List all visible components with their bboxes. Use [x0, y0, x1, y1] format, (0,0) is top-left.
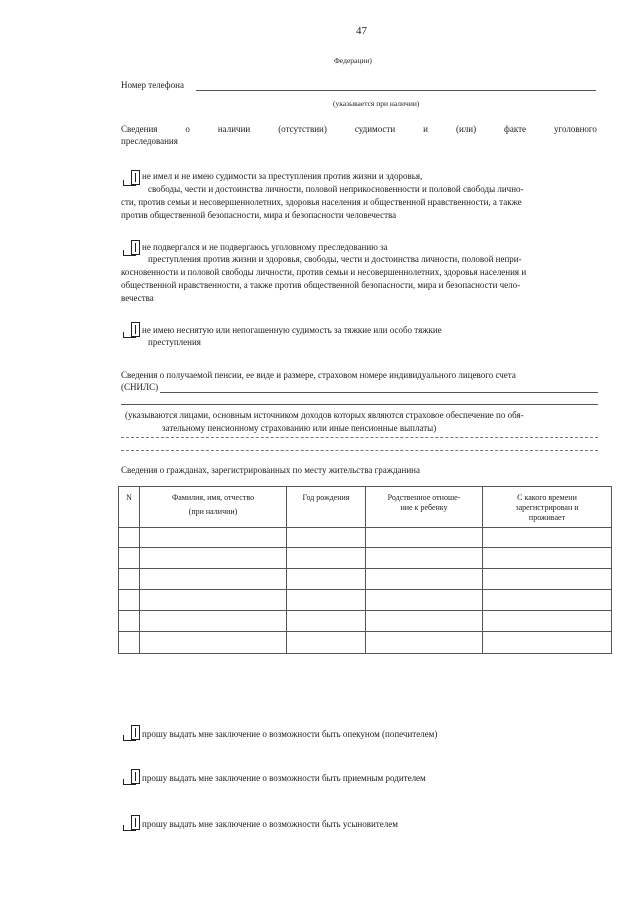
table-row — [119, 590, 612, 611]
table-cell[interactable] — [287, 569, 366, 590]
table-cell[interactable] — [366, 548, 483, 569]
bracket-mark — [123, 735, 136, 741]
residents-heading: Сведения о гражданах, зарегистрированных по месту жительства гражданина — [121, 465, 420, 475]
pension-note-line2: зательному пенсионному страхованию или иные пенсионные выплаты) — [162, 423, 437, 433]
table-cell[interactable] — [140, 632, 287, 654]
column-header-registered-since: С какого времени зарегистрирован и проживает — [483, 487, 612, 528]
pension-input-line-3[interactable] — [121, 437, 598, 438]
table-cell[interactable] — [483, 632, 612, 654]
table-cell[interactable] — [287, 590, 366, 611]
table-cell[interactable] — [366, 528, 483, 548]
request-guardian: прошу выдать мне заключение о возможности быть опекуном (попечителем) — [142, 729, 438, 739]
table-cell[interactable] — [140, 611, 287, 632]
table-cell[interactable] — [119, 548, 140, 569]
phone-note: (указывается при наличии) — [333, 99, 420, 108]
bracket-mark — [123, 825, 136, 831]
table-cell[interactable] — [366, 569, 483, 590]
table-cell[interactable] — [287, 632, 366, 654]
table-cell[interactable] — [366, 632, 483, 654]
pension-snils-label: (СНИЛС) — [121, 382, 159, 392]
conviction-heading: Сведения о наличии (отсутствии) судимости и (или) факте уголовного — [121, 124, 597, 134]
table-cell[interactable] — [483, 590, 612, 611]
option-no-conviction-line3: сти, против семьи и несовершеннолетних, здоровья населения и общественной нравственности, а также — [121, 197, 522, 207]
table-cell[interactable] — [366, 611, 483, 632]
table-cell[interactable] — [366, 590, 483, 611]
phone-input-line[interactable] — [196, 90, 596, 91]
page-number: 47 — [356, 25, 367, 37]
option-no-prosecution-line1: не подвергался и не подвергаюсь уголовному преследованию за — [142, 242, 388, 252]
table-cell[interactable] — [140, 528, 287, 548]
table-cell[interactable] — [483, 611, 612, 632]
table-row — [119, 611, 612, 632]
table-cell[interactable] — [119, 569, 140, 590]
conviction-heading-line2: преследования — [121, 136, 178, 146]
table-row — [119, 632, 612, 654]
table-cell[interactable] — [483, 528, 612, 548]
table-cell[interactable] — [119, 528, 140, 548]
table-cell[interactable] — [483, 548, 612, 569]
bracket-mark — [123, 332, 136, 338]
table-row — [119, 548, 612, 569]
table-cell[interactable] — [119, 590, 140, 611]
table-cell[interactable] — [287, 611, 366, 632]
table-cell[interactable] — [483, 569, 612, 590]
option-no-prosecution-line5: вечества — [121, 293, 154, 303]
option-no-serious-conviction-line1: не имею неснятую или непогашенную судимость за тяжкие или особо тяжкие — [142, 325, 442, 335]
table-row — [119, 528, 612, 548]
option-no-conviction-line1: не имел и не имею судимости за преступления против жизни и здоровья, — [142, 171, 423, 181]
option-no-conviction-line4: против общественной безопасности, мира и безопасности человечества — [121, 210, 397, 220]
table-cell[interactable] — [287, 548, 366, 569]
column-header-relation: Родственное отноше- ние к ребенку — [366, 487, 483, 528]
bracket-mark — [123, 779, 136, 785]
phone-label: Номер телефона — [121, 80, 184, 90]
table-cell[interactable] — [140, 569, 287, 590]
pension-input-line-4[interactable] — [121, 450, 598, 451]
table-cell[interactable] — [140, 548, 287, 569]
bracket-mark — [123, 180, 136, 186]
pension-input-line-2[interactable] — [121, 404, 598, 405]
header-fragment: Федерации) — [334, 56, 372, 65]
pension-heading: Сведения о получаемой пенсии, ее виде и размере, страховом номере индивидуального лицевого счета — [121, 370, 516, 380]
option-no-prosecution-line2: преступления против жизни и здоровья, свободы, чести и достоинства личности, половой непри- — [148, 254, 522, 264]
column-header-number: N — [119, 487, 140, 528]
column-header-birth-year: Год рождения — [287, 487, 366, 528]
pension-input-line-1[interactable] — [160, 392, 598, 393]
request-adopter: прошу выдать мне заключение о возможности быть усыновителем — [142, 819, 398, 829]
option-no-conviction-line2: свободы, чести и достоинства личности, половой неприкосновенности и половой свободы лично- — [148, 184, 524, 194]
table-cell[interactable] — [287, 528, 366, 548]
column-header-full-name: Фамилия, имя, отчество (при наличии) — [140, 487, 287, 528]
option-no-prosecution-line4: общественной нравственности, а также против общественной безопасности, мира и безопасности чело- — [121, 280, 521, 290]
table-cell[interactable] — [140, 590, 287, 611]
pension-note-line1: (указываются лицами, основным источником доходов которых являются страховое обеспечение по обя- — [125, 410, 524, 420]
option-no-prosecution-line3: косновенности и половой свободы личности, против семьи и несовершеннолетних, здоровья населения и — [121, 267, 527, 277]
table-cell[interactable] — [119, 632, 140, 654]
bracket-mark — [123, 250, 136, 256]
table-cell[interactable] — [119, 611, 140, 632]
table-header-row — [119, 487, 612, 528]
table-row — [119, 569, 612, 590]
option-no-serious-conviction-line2: преступления — [148, 337, 201, 347]
request-foster-parent: прошу выдать мне заключение о возможности быть приемным родителем — [142, 773, 426, 783]
residents-table — [118, 486, 612, 654]
